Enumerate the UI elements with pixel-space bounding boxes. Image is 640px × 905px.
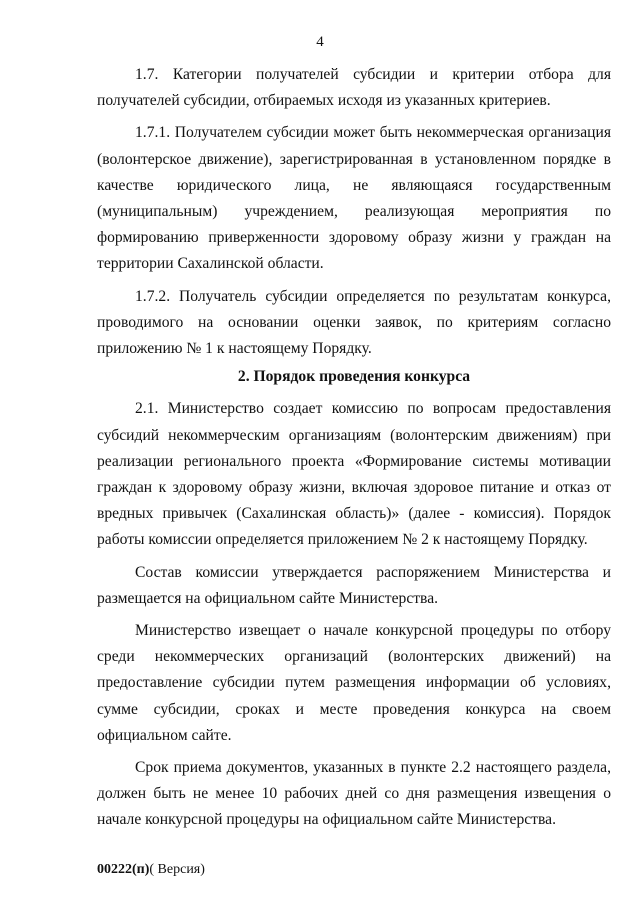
document-version: ( Версия) [149, 862, 205, 877]
document-body [97, 62, 611, 834]
paragraph-commission: Состав комиссии утверждается распоряжением Министерства и размещается на официальном сайте Министерства. [97, 563, 611, 607]
paragraph-2-1: 2.1. Министерство создает комиссию по вопросам предоставления субсидий некоммерческим организациям (волонтерским движениям) при реализации регионального проекта «Формирование системы мотивации граждан к здоровому образу жизни, включая здоровое питание и отказ от вредных привычек (Сахалинская область)» (далее - комиссия). Порядок работы комиссии определяется приложением № 2 к настоящему Порядку. [97, 400, 611, 549]
paragraph-1-7-2: 1.7.2. Получатель субсидии определяется по результатам конкурса, проводимого на основании оценки заявок, по критериям согласно приложению № 1 к настоящему Порядку. [97, 287, 611, 358]
page-number: 4 [316, 34, 324, 50]
document-footer [97, 862, 205, 878]
paragraph-notice: Министерство извещает о начале конкурсной процедуры по отбору среди некоммерческих организаций (волонтерских движений) на предоставление субсидии путем размещения информации об условиях, сумме субсидии, сроках и месте проведения конкурса на своем официальном сайте. [97, 622, 611, 744]
paragraph-1-7: 1.7. Категории получателей субсидии и критерии отбора для получателей субсидии, отбираемых исходя из указанных критериев. [97, 66, 611, 110]
section-heading: 2. Порядок проведения конкурса [237, 368, 471, 386]
document-code: 00222(п) [97, 862, 150, 877]
paragraph-deadline: Срок приема документов, указанных в пункте 2.2 настоящего раздела, должен быть не менее 10 рабочих дней со дня размещения извещения о начале конкурсной процедуры на официальном сайте Министерства. [97, 759, 611, 829]
paragraph-1-7-1: 1.7.1. Получателем субсидии может быть некоммерческая организация (волонтерское движение), зарегистрированная в установленном порядке в качестве юридического лица, не являющаяся государственным (муниципальным) учреждением, реализующая мероприятия по формированию приверженности здоровому образу жизни у граждан на территории Сахалинской области. [97, 124, 611, 273]
